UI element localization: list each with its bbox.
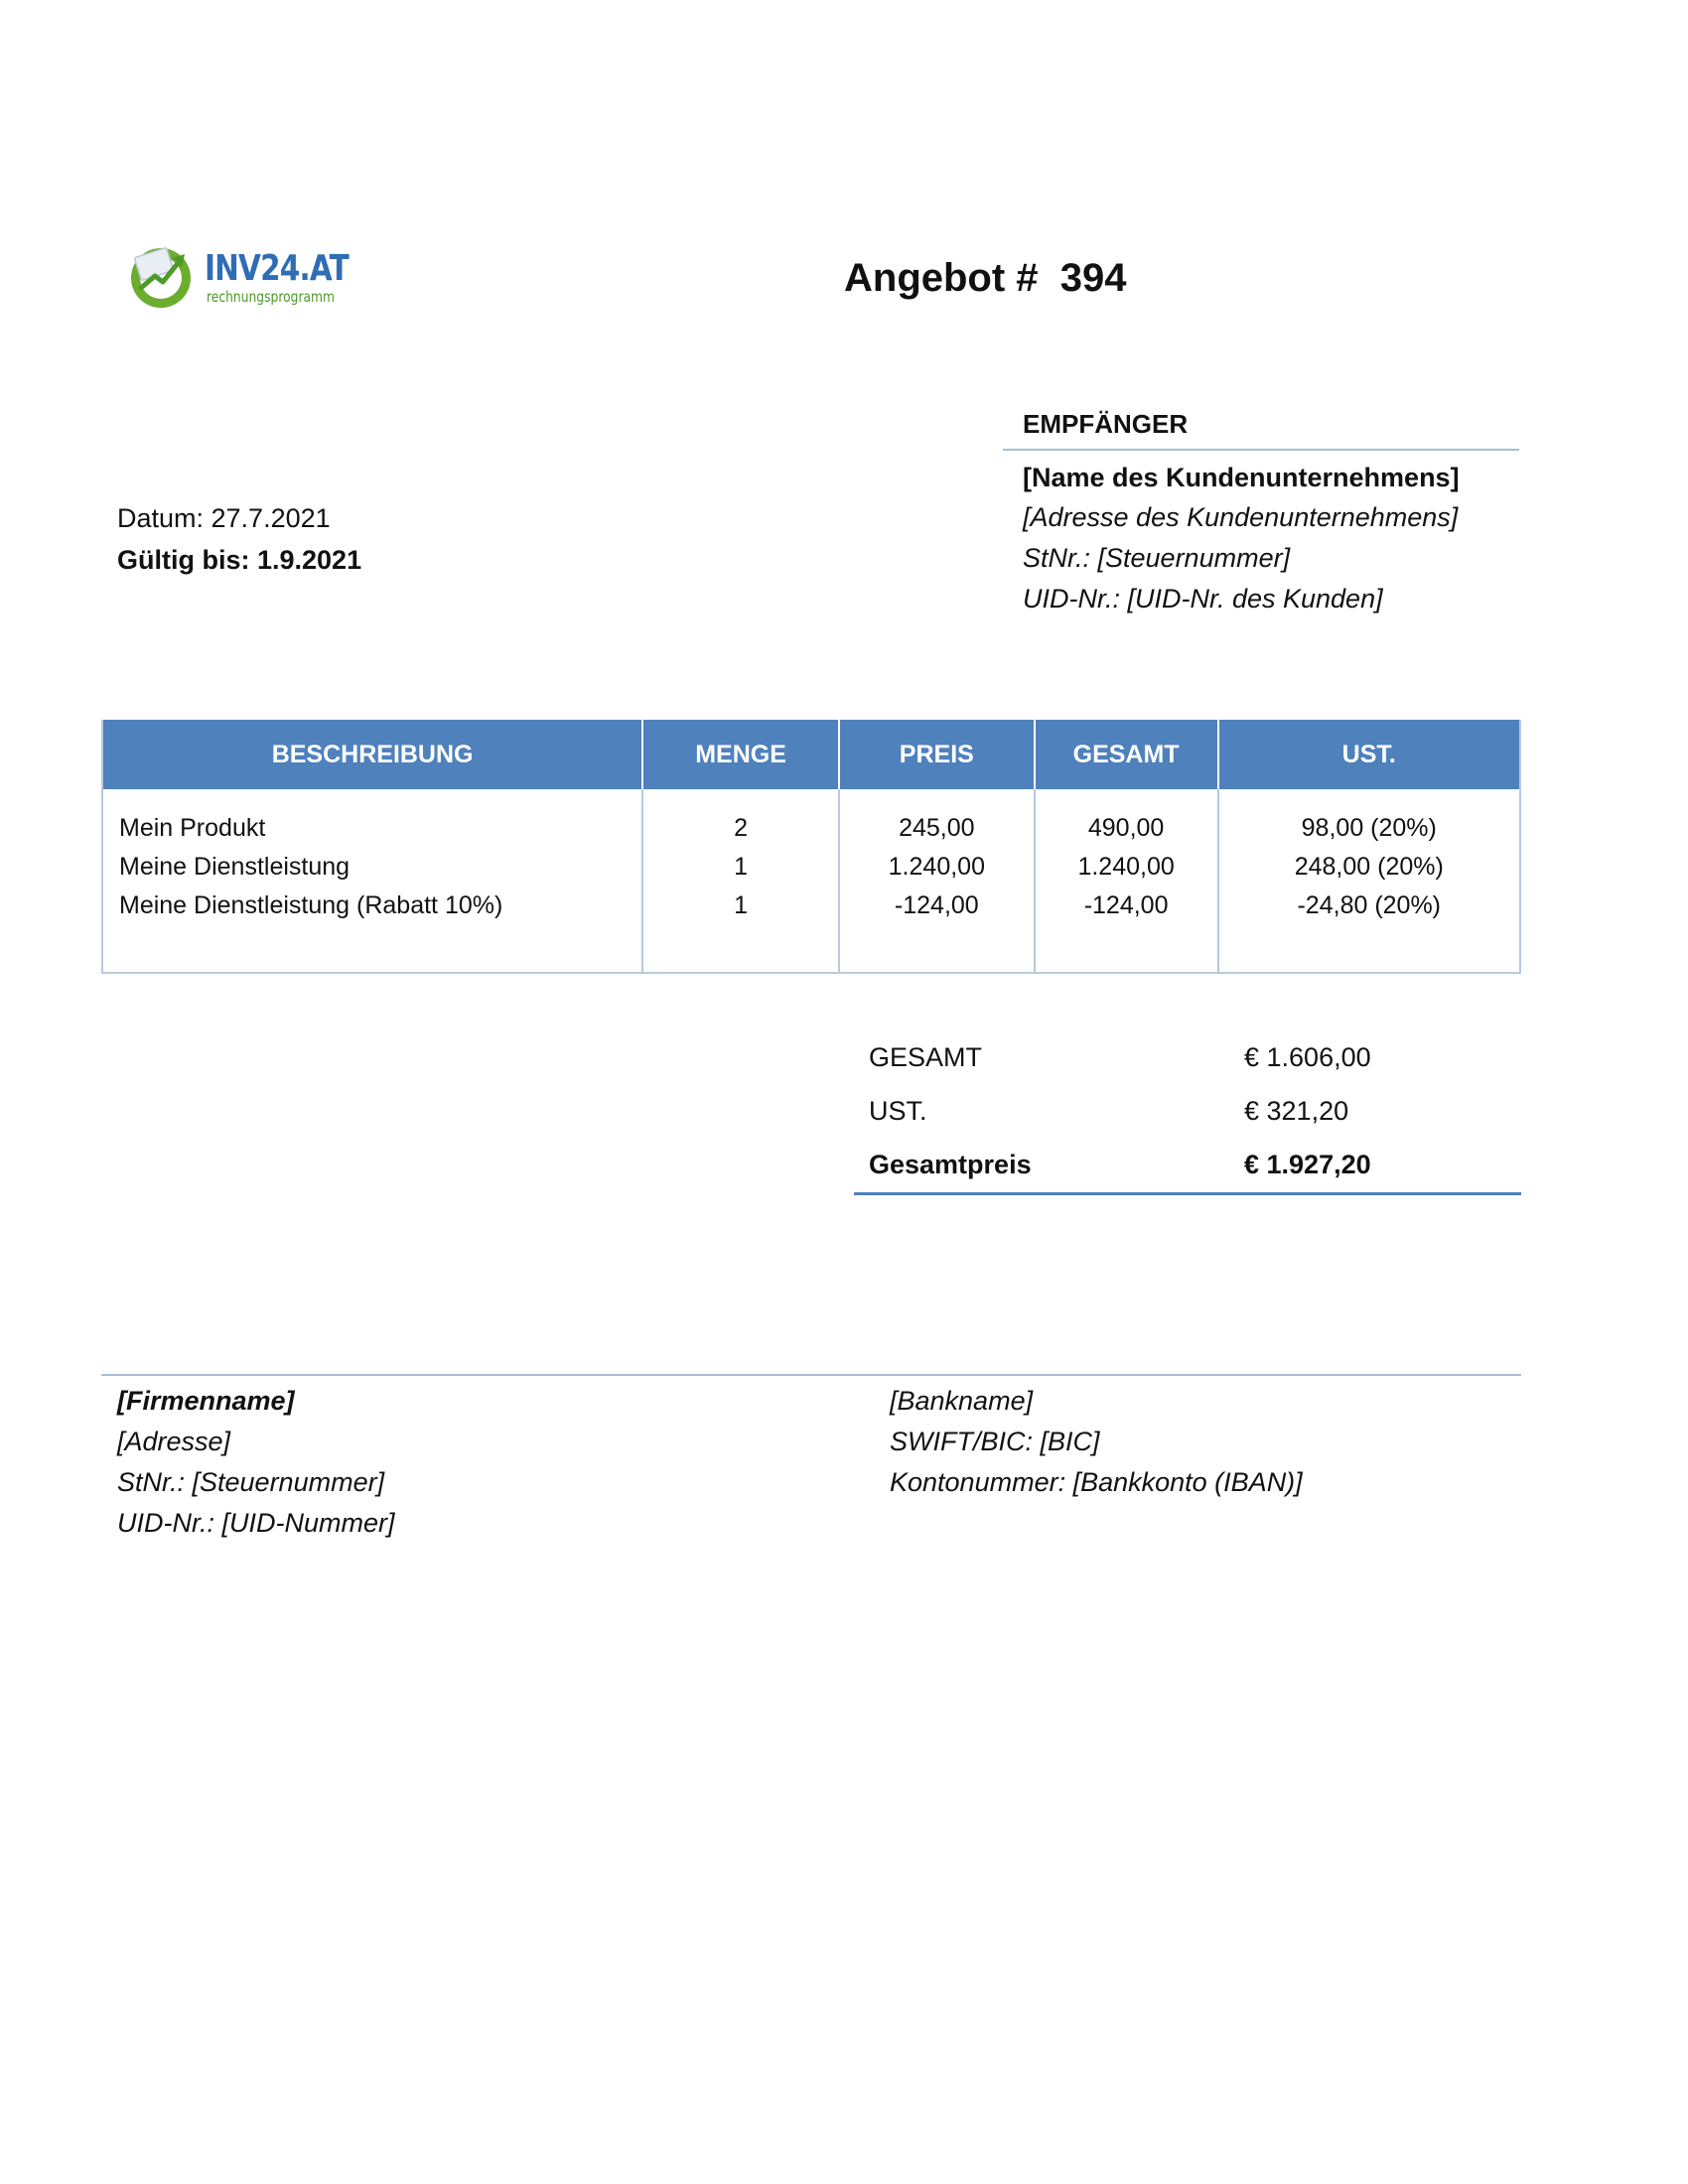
header-price: PREIS [839,720,1035,789]
grand-total-label: Gesamtpreis [869,1150,1032,1179]
table-cell: 248,00 (20%) [1294,853,1444,881]
footer-tax-number: StNr.: [Steuernummer] [117,1467,385,1497]
recipient-uid: UID-Nr.: [UID-Nr. des Kunden] [1023,584,1383,614]
table-cell: -24,80 (20%) [1297,891,1442,919]
recipient-address: [Adresse des Kundenunternehmens] [1023,502,1459,532]
logo-mark-icon [127,238,203,314]
vat-value: € 321,20 [1244,1096,1349,1126]
header-description: BESCHREIBUNG [102,720,642,789]
totals-divider [854,1192,1521,1195]
valid-until: Gültig bis: 1.9.2021 [117,545,362,575]
footer-uid: UID-Nr.: [UID-Nummer] [117,1508,395,1538]
table-body-row [102,789,1520,973]
table-cell: Meine Dienstleistung (Rabatt 10%) [119,891,503,919]
table-cell: 1.240,00 [888,853,985,881]
recipient-tax-number: StNr.: [Steuernummer] [1023,543,1291,573]
table-cell: -124,00 [1083,891,1169,919]
grand-total-value: € 1.927,20 [1244,1150,1371,1179]
offer-date: Datum: 27.7.2021 [117,503,331,533]
table-cell: Meine Dienstleistung [119,853,351,881]
vat-label: UST. [869,1096,927,1126]
footer-account: Kontonummer: [Bankkonto (IBAN)] [890,1467,1303,1497]
footer-address: [Adresse] [117,1427,231,1456]
header-vat: UST. [1218,720,1520,789]
company-logo [127,238,349,318]
table-cell: 98,00 (20%) [1301,814,1437,842]
items-table [101,720,1521,974]
quantity-column [642,789,839,973]
footer-divider [101,1374,1521,1376]
recipient-heading: EMPFÄNGER [1023,409,1189,439]
subtotal-label: GESAMT [869,1042,983,1072]
table-cell: Mein Produkt [119,814,266,842]
description-column [102,789,642,973]
table-cell: 490,00 [1087,814,1165,842]
logo-text: INV24.AT [205,248,349,289]
page-title: Angebot # 394 [844,256,1127,300]
table-cell: 1 [734,853,749,881]
table-cell: -124,00 [894,891,979,919]
table-cell: 1.240,00 [1077,853,1175,881]
table-cell: 245,00 [899,814,975,842]
recipient-company: [Name des Kundenunternehmens] [1023,463,1460,492]
recipient-divider [1003,449,1519,451]
table-cell: 2 [734,814,749,842]
header-total: GESAMT [1035,720,1218,789]
vat-column [1218,789,1520,973]
footer-company: [Firmenname] [117,1386,295,1416]
table-header-row [102,720,1520,789]
price-column [839,789,1035,973]
table-cell: 1 [734,891,749,919]
header-quantity: MENGE [642,720,839,789]
subtotal-value: € 1.606,00 [1244,1042,1371,1072]
logo-tagline: rechnungsprogramm [207,288,336,306]
footer-swift: SWIFT/BIC: [BIC] [890,1427,1100,1456]
total-column [1035,789,1218,973]
footer-bank-name: [Bankname] [890,1386,1034,1416]
